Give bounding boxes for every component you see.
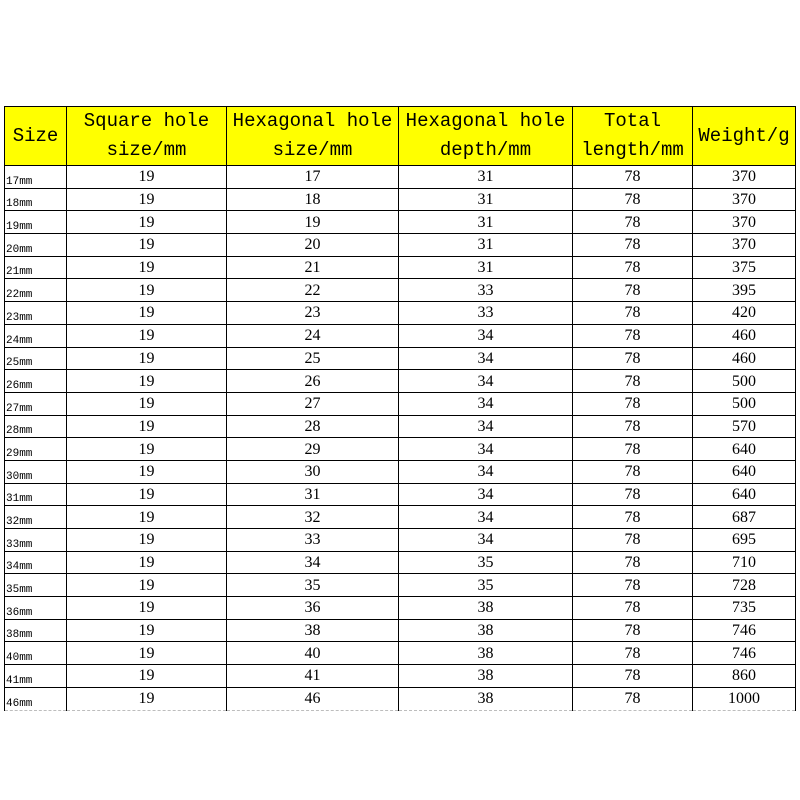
table-row (5, 529, 796, 552)
hexagonal-hole-size-cell: 21 (227, 256, 399, 279)
weight-cell: 640 (693, 460, 796, 483)
size-cell: 35mm (5, 574, 67, 597)
header-total-length (573, 107, 693, 166)
square-hole-size-cell: 19 (67, 415, 227, 438)
total-length-cell: 78 (573, 166, 693, 189)
weight-cell: 370 (693, 234, 796, 257)
hexagonal-hole-depth-cell: 38 (399, 597, 573, 620)
square-hole-size-cell: 19 (67, 687, 227, 710)
table-row (5, 506, 796, 529)
square-hole-size-cell: 19 (67, 642, 227, 665)
square-hole-size-cell: 19 (67, 211, 227, 234)
hexagonal-hole-size-cell: 23 (227, 302, 399, 325)
hexagonal-hole-size-cell: 36 (227, 597, 399, 620)
square-hole-size-cell: 19 (67, 166, 227, 189)
size-cell: 46mm (5, 687, 67, 710)
hexagonal-hole-size-cell: 38 (227, 619, 399, 642)
size-cell: 31mm (5, 483, 67, 506)
size-cell: 41mm (5, 665, 67, 688)
total-length-cell: 78 (573, 347, 693, 370)
size-cell: 36mm (5, 597, 67, 620)
weight-cell: 687 (693, 506, 796, 529)
weight-cell: 735 (693, 597, 796, 620)
size-cell: 17mm (5, 166, 67, 189)
weight-cell: 728 (693, 574, 796, 597)
table-row (5, 551, 796, 574)
hexagonal-hole-size-cell: 31 (227, 483, 399, 506)
total-length-cell: 78 (573, 234, 693, 257)
header-size (5, 107, 67, 166)
weight-cell: 746 (693, 642, 796, 665)
table-row (5, 302, 796, 325)
hexagonal-hole-depth-cell: 34 (399, 460, 573, 483)
size-cell: 23mm (5, 302, 67, 325)
hexagonal-hole-depth-cell: 34 (399, 438, 573, 461)
square-hole-size-cell: 19 (67, 370, 227, 393)
header-square-hole-size (67, 107, 227, 166)
weight-cell: 695 (693, 529, 796, 552)
size-cell: 34mm (5, 551, 67, 574)
total-length-cell: 78 (573, 438, 693, 461)
square-hole-size-cell: 19 (67, 619, 227, 642)
weight-cell: 375 (693, 256, 796, 279)
hexagonal-hole-depth-cell: 33 (399, 302, 573, 325)
table-row (5, 188, 796, 211)
size-cell: 33mm (5, 529, 67, 552)
square-hole-size-cell: 19 (67, 574, 227, 597)
total-length-cell: 78 (573, 483, 693, 506)
hexagonal-hole-size-cell: 18 (227, 188, 399, 211)
hexagonal-hole-size-cell: 24 (227, 324, 399, 347)
table-row (5, 483, 796, 506)
hexagonal-hole-size-cell: 34 (227, 551, 399, 574)
weight-cell: 1000 (693, 687, 796, 710)
size-cell: 28mm (5, 415, 67, 438)
hexagonal-hole-depth-cell: 38 (399, 665, 573, 688)
hexagonal-hole-size-cell: 28 (227, 415, 399, 438)
hexagonal-hole-depth-cell: 34 (399, 370, 573, 393)
size-cell: 25mm (5, 347, 67, 370)
total-length-cell: 78 (573, 188, 693, 211)
table-header (5, 107, 796, 166)
total-length-cell: 78 (573, 506, 693, 529)
weight-cell: 460 (693, 347, 796, 370)
size-cell: 38mm (5, 619, 67, 642)
hexagonal-hole-size-cell: 32 (227, 506, 399, 529)
table-row (5, 166, 796, 189)
hexagonal-hole-depth-cell: 31 (399, 211, 573, 234)
hexagonal-hole-depth-cell: 34 (399, 392, 573, 415)
hexagonal-hole-depth-cell: 34 (399, 483, 573, 506)
total-length-cell: 78 (573, 574, 693, 597)
weight-cell: 395 (693, 279, 796, 302)
hexagonal-hole-depth-cell: 34 (399, 347, 573, 370)
weight-cell: 640 (693, 438, 796, 461)
square-hole-size-cell: 19 (67, 347, 227, 370)
header-size-label: Size (12, 124, 59, 147)
total-length-cell: 78 (573, 392, 693, 415)
header-square-hole-size-line2: size/mm (106, 139, 187, 161)
spec-table (4, 106, 796, 711)
table-row (5, 324, 796, 347)
table-row (5, 574, 796, 597)
table-row (5, 347, 796, 370)
table-row (5, 438, 796, 461)
hexagonal-hole-size-cell: 25 (227, 347, 399, 370)
header-row (5, 107, 796, 166)
size-cell: 22mm (5, 279, 67, 302)
square-hole-size-cell: 19 (67, 551, 227, 574)
hexagonal-hole-size-cell: 46 (227, 687, 399, 710)
weight-cell: 370 (693, 188, 796, 211)
square-hole-size-cell: 19 (67, 665, 227, 688)
table-row (5, 211, 796, 234)
hexagonal-hole-size-cell: 26 (227, 370, 399, 393)
hexagonal-hole-depth-cell: 35 (399, 574, 573, 597)
size-cell: 26mm (5, 370, 67, 393)
hexagonal-hole-depth-cell: 38 (399, 642, 573, 665)
header-weight-label: Weight/g (698, 124, 790, 147)
square-hole-size-cell: 19 (67, 302, 227, 325)
weight-cell: 500 (693, 392, 796, 415)
weight-cell: 420 (693, 302, 796, 325)
size-cell: 29mm (5, 438, 67, 461)
square-hole-size-cell: 19 (67, 392, 227, 415)
size-cell: 27mm (5, 392, 67, 415)
weight-cell: 746 (693, 619, 796, 642)
table-row (5, 234, 796, 257)
hexagonal-hole-depth-cell: 38 (399, 619, 573, 642)
weight-cell: 370 (693, 166, 796, 189)
weight-cell: 370 (693, 211, 796, 234)
hexagonal-hole-size-cell: 33 (227, 529, 399, 552)
weight-cell: 710 (693, 551, 796, 574)
total-length-cell: 78 (573, 256, 693, 279)
table-row (5, 597, 796, 620)
total-length-cell: 78 (573, 415, 693, 438)
header-total-length-line1: Total (603, 110, 661, 132)
header-total-length-line2: length/mm (581, 139, 684, 161)
size-cell: 40mm (5, 642, 67, 665)
size-cell: 20mm (5, 234, 67, 257)
hexagonal-hole-size-cell: 30 (227, 460, 399, 483)
header-hexagonal-hole-size (227, 107, 399, 166)
total-length-cell: 78 (573, 551, 693, 574)
table-row (5, 279, 796, 302)
square-hole-size-cell: 19 (67, 460, 227, 483)
total-length-cell: 78 (573, 665, 693, 688)
table-row (5, 665, 796, 688)
weight-cell: 500 (693, 370, 796, 393)
hexagonal-hole-size-cell: 41 (227, 665, 399, 688)
size-cell: 30mm (5, 460, 67, 483)
size-cell: 21mm (5, 256, 67, 279)
total-length-cell: 78 (573, 529, 693, 552)
table-row (5, 392, 796, 415)
hexagonal-hole-depth-cell: 31 (399, 234, 573, 257)
hexagonal-hole-depth-cell: 38 (399, 687, 573, 710)
total-length-cell: 78 (573, 279, 693, 302)
hexagonal-hole-size-cell: 40 (227, 642, 399, 665)
weight-cell: 460 (693, 324, 796, 347)
square-hole-size-cell: 19 (67, 234, 227, 257)
hexagonal-hole-depth-cell: 31 (399, 188, 573, 211)
header-hexagonal-hole-depth (399, 107, 573, 166)
total-length-cell: 78 (573, 370, 693, 393)
hexagonal-hole-depth-cell: 34 (399, 324, 573, 347)
square-hole-size-cell: 19 (67, 506, 227, 529)
header-hexagonal-hole-size-line1: Hexagonal hole (232, 110, 393, 132)
total-length-cell: 78 (573, 211, 693, 234)
total-length-cell: 78 (573, 619, 693, 642)
hexagonal-hole-depth-cell: 34 (399, 529, 573, 552)
square-hole-size-cell: 19 (67, 279, 227, 302)
hexagonal-hole-depth-cell: 34 (399, 506, 573, 529)
total-length-cell: 78 (573, 597, 693, 620)
total-length-cell: 78 (573, 460, 693, 483)
hexagonal-hole-depth-cell: 31 (399, 256, 573, 279)
square-hole-size-cell: 19 (67, 529, 227, 552)
header-hexagonal-hole-depth-line1: Hexagonal hole (405, 110, 566, 132)
table-row (5, 415, 796, 438)
hexagonal-hole-depth-cell: 34 (399, 415, 573, 438)
total-length-cell: 78 (573, 324, 693, 347)
hexagonal-hole-size-cell: 17 (227, 166, 399, 189)
total-length-cell: 78 (573, 687, 693, 710)
header-square-hole-size-line1: Square hole (83, 110, 210, 132)
total-length-cell: 78 (573, 642, 693, 665)
square-hole-size-cell: 19 (67, 188, 227, 211)
table-row (5, 687, 796, 710)
hexagonal-hole-depth-cell: 33 (399, 279, 573, 302)
size-cell: 18mm (5, 188, 67, 211)
square-hole-size-cell: 19 (67, 256, 227, 279)
size-cell: 24mm (5, 324, 67, 347)
header-hexagonal-hole-depth-line2: depth/mm (439, 139, 532, 161)
hexagonal-hole-size-cell: 22 (227, 279, 399, 302)
hexagonal-hole-size-cell: 35 (227, 574, 399, 597)
table-row (5, 642, 796, 665)
hexagonal-hole-size-cell: 27 (227, 392, 399, 415)
size-cell: 32mm (5, 506, 67, 529)
table-body (5, 166, 796, 711)
header-weight (693, 107, 796, 166)
weight-cell: 570 (693, 415, 796, 438)
table-row (5, 256, 796, 279)
table-row (5, 370, 796, 393)
table-row (5, 619, 796, 642)
total-length-cell: 78 (573, 302, 693, 325)
hexagonal-hole-depth-cell: 31 (399, 166, 573, 189)
square-hole-size-cell: 19 (67, 483, 227, 506)
square-hole-size-cell: 19 (67, 438, 227, 461)
weight-cell: 860 (693, 665, 796, 688)
hexagonal-hole-size-cell: 20 (227, 234, 399, 257)
hexagonal-hole-size-cell: 19 (227, 211, 399, 234)
square-hole-size-cell: 19 (67, 324, 227, 347)
header-hexagonal-hole-size-line2: size/mm (272, 139, 353, 161)
table-row (5, 460, 796, 483)
hexagonal-hole-size-cell: 29 (227, 438, 399, 461)
hexagonal-hole-depth-cell: 35 (399, 551, 573, 574)
weight-cell: 640 (693, 483, 796, 506)
size-cell: 19mm (5, 211, 67, 234)
square-hole-size-cell: 19 (67, 597, 227, 620)
